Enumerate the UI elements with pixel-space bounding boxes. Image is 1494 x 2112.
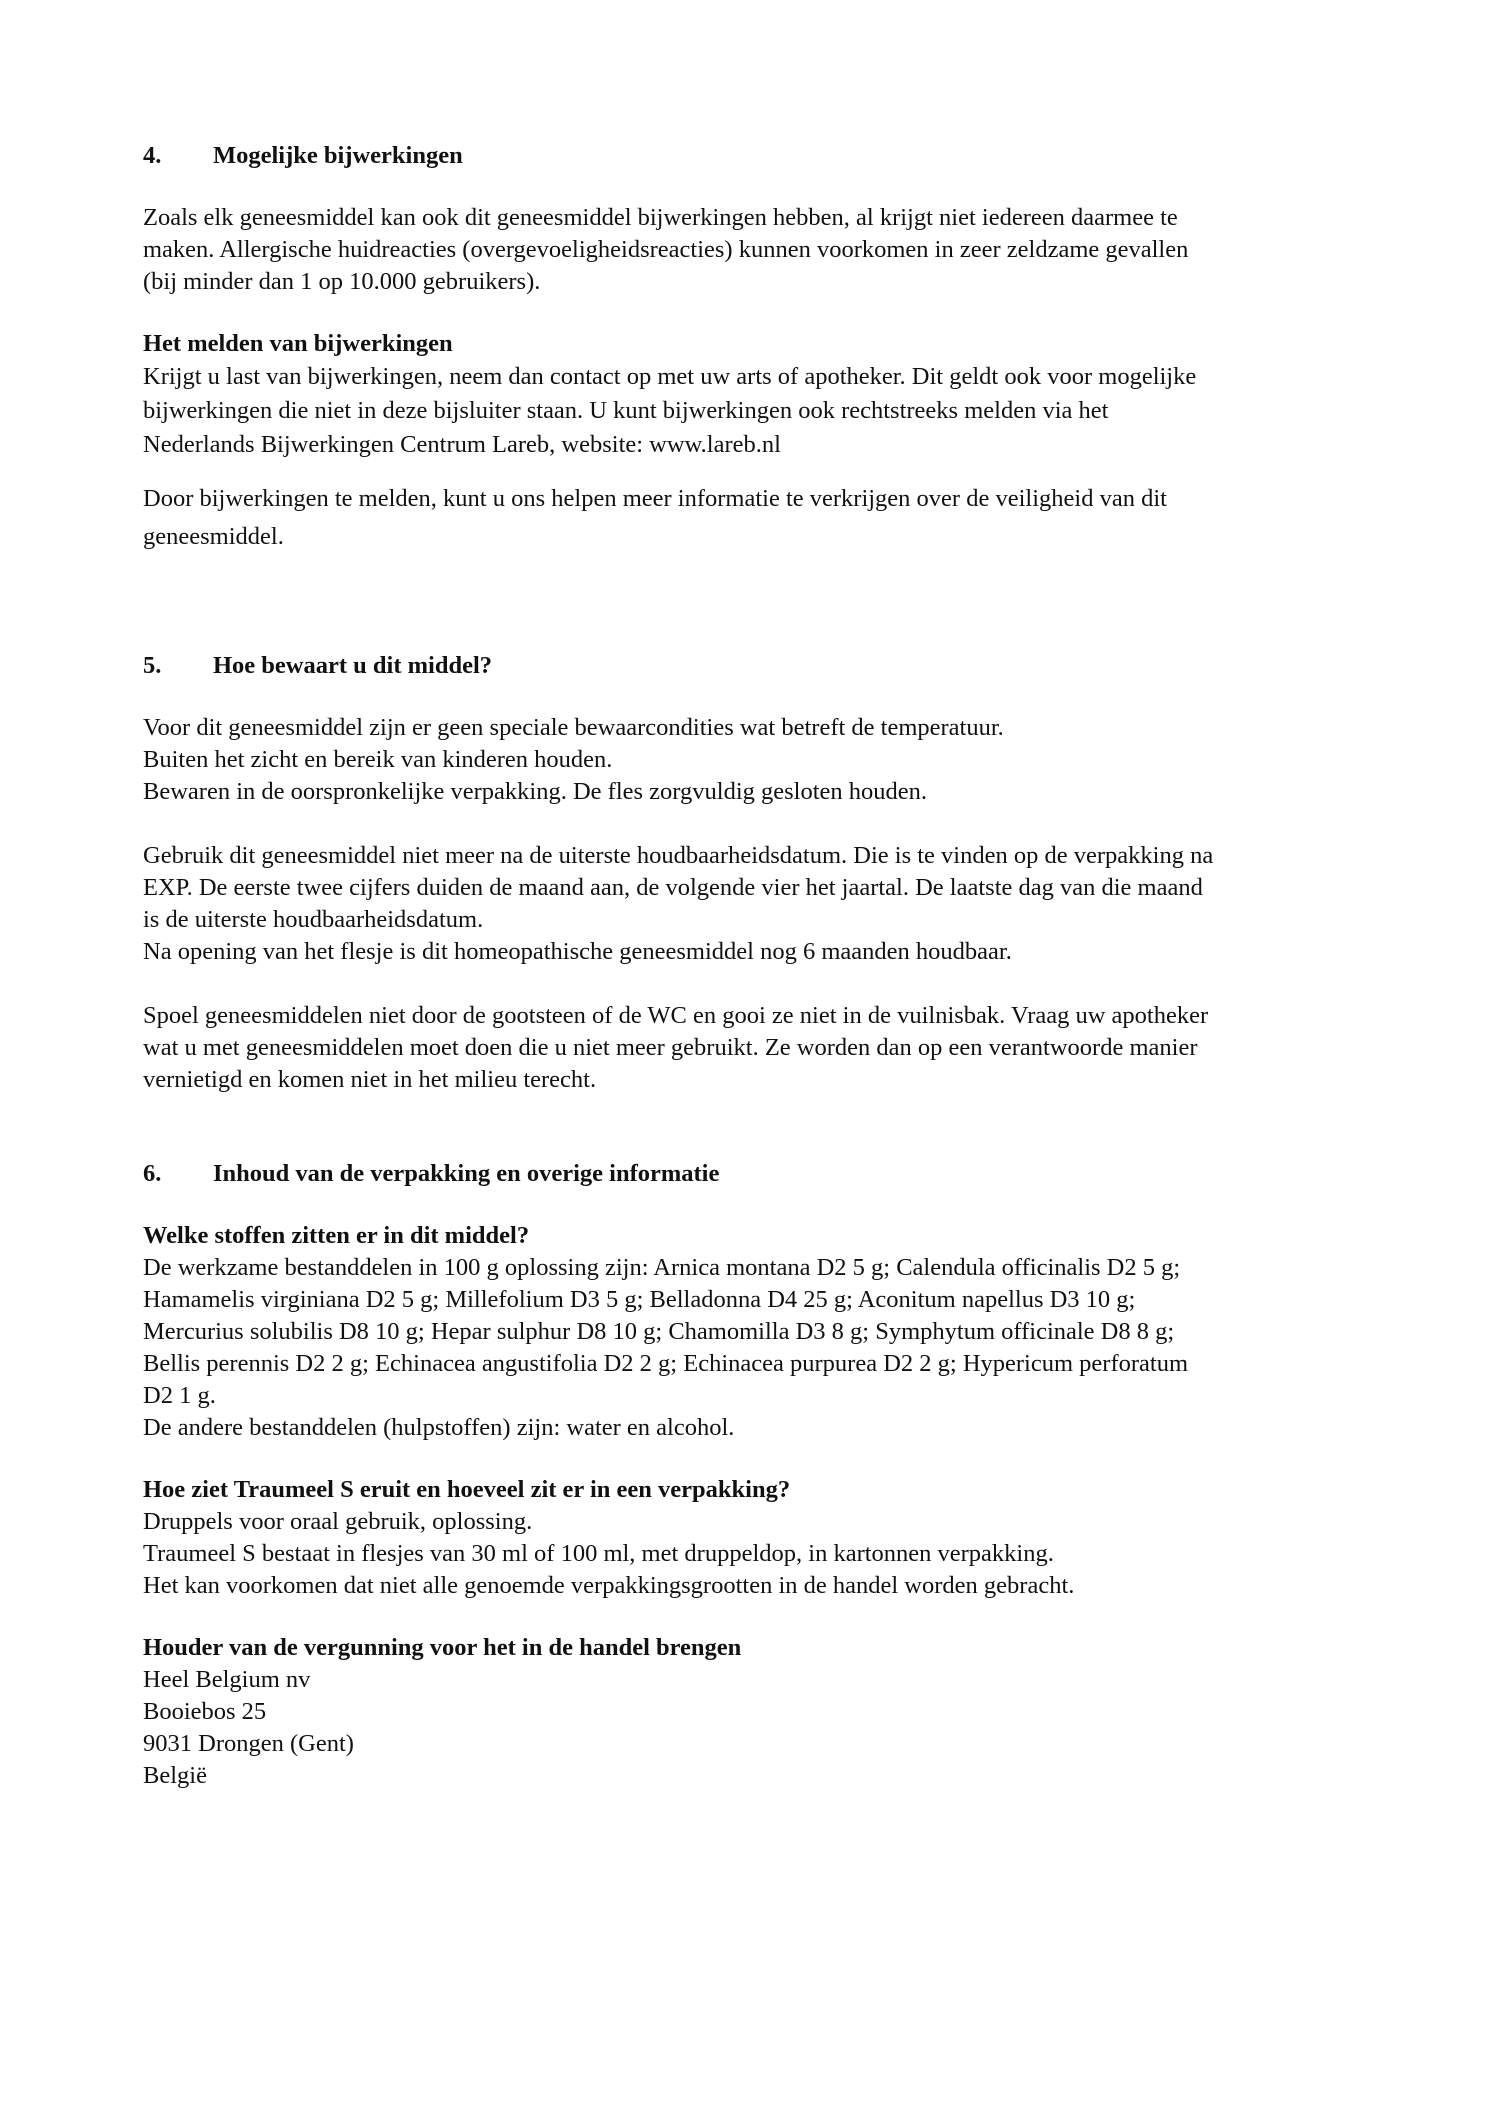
- text-line: Druppels voor oraal gebruik, oplossing.: [143, 1508, 533, 1535]
- text-line: Spoel geneesmiddelen niet door de gootsteen of de WC en gooi ze niet in de vuilnisbak. Vraag uw apotheker: [143, 1002, 1209, 1029]
- text-line: is de uiterste houdbaarheidsdatum.: [143, 906, 484, 933]
- text-line: Buiten het zicht en bereik van kinderen houden.: [143, 746, 613, 773]
- section-5-heading: [143, 650, 1373, 682]
- text-line: maken. Allergische huidreacties (overgevoeligheidsreacties) kunnen voorkomen in zeer zeldzame gevallen: [143, 236, 1189, 263]
- text-line: Voor dit geneesmiddel zijn er geen speciale bewaarcondities wat betreft de temperatuur.: [143, 714, 1004, 741]
- leaflet-page: [143, 140, 1373, 1792]
- text-line: EXP. De eerste twee cijfers duiden de maand aan, de volgende vier het jaartal. De laatste dag van die maand: [143, 874, 1203, 901]
- section-4-number: 4.: [143, 142, 162, 169]
- text-line: Na opening van het flesje is dit homeopathische geneesmiddel nog 6 maanden houdbaar.: [143, 938, 1012, 965]
- text-line: Mercurius solubilis D8 10 g; Hepar sulphur D8 10 g; Chamomilla D3 8 g; Symphytum officinale D8 8 g;: [143, 1318, 1175, 1345]
- appearance-text: [143, 1506, 1373, 1602]
- license-holder-address: [143, 1664, 1373, 1792]
- text-line: Traumeel S bestaat in flesjes van 30 ml of 100 ml, met druppeldop, in kartonnen verpakking.: [143, 1540, 1054, 1567]
- text-line: Hamamelis virginiana D2 5 g; Millefolium D3 5 g; Belladonna D4 25 g; Aconitum napellus D3 10 g;: [143, 1286, 1136, 1313]
- text-line: Het kan voorkomen dat niet alle genoemde verpakkingsgrootten in de handel worden gebracht.: [143, 1572, 1075, 1599]
- ingredients-heading: Welke stoffen zitten er in dit middel?: [143, 1222, 530, 1249]
- text-line: Bellis perennis D2 2 g; Echinacea angustifolia D2 2 g; Echinacea purpurea D2 2 g; Hypericum perforatum: [143, 1350, 1188, 1377]
- text-line: geneesmiddel.: [143, 523, 284, 550]
- report-side-effects-text: [143, 360, 1373, 462]
- side-effects-intro: [143, 202, 1373, 298]
- appearance-heading: Hoe ziet Traumeel S eruit en hoeveel zit er in een verpakking?: [143, 1476, 791, 1503]
- text-line: (bij minder dan 1 op 10.000 gebruikers).: [143, 268, 541, 295]
- section-6-title: Inhoud van de verpakking en overige informatie: [213, 1160, 720, 1187]
- text-line: Bewaren in de oorspronkelijke verpakking. De fles zorgvuldig gesloten houden.: [143, 778, 928, 805]
- text-line: D2 1 g.: [143, 1382, 216, 1409]
- text-line: wat u met geneesmiddelen moet doen die u niet meer gebruikt. Ze worden dan op een verantwoorde manier: [143, 1034, 1198, 1061]
- section-4-title: Mogelijke bijwerkingen: [213, 142, 463, 169]
- text-line: Krijgt u last van bijwerkingen, neem dan contact op met uw arts of apotheker. Dit geldt ook voor mogelijke: [143, 363, 1197, 390]
- license-holder-heading: Houder van de vergunning voor het in de handel brengen: [143, 1634, 742, 1661]
- ingredients-text: [143, 1252, 1373, 1444]
- text-line: Heel Belgium nv: [143, 1666, 311, 1693]
- disposal-text: [143, 1000, 1373, 1096]
- text-line: vernietigd en komen niet in het milieu terecht.: [143, 1066, 597, 1093]
- text-line: België: [143, 1762, 207, 1789]
- text-line: De werkzame bestanddelen in 100 g oplossing zijn: Arnica montana D2 5 g; Calendula officinalis D2 5 g;: [143, 1254, 1181, 1281]
- section-5-number: 5.: [143, 652, 162, 679]
- text-line: Door bijwerkingen te melden, kunt u ons helpen meer informatie te verkrijgen over de veiligheid van dit: [143, 485, 1167, 512]
- storage-text: [143, 712, 1373, 808]
- text-line: Zoals elk geneesmiddel kan ook dit geneesmiddel bijwerkingen hebben, al krijgt niet iedereen daarmee te: [143, 204, 1178, 231]
- report-side-effects-heading: Het melden van bijwerkingen: [143, 330, 453, 357]
- expiry-text: [143, 840, 1373, 968]
- report-help-text: [143, 480, 1373, 556]
- section-4-heading: [143, 140, 1373, 172]
- text-line: 9031 Drongen (Gent): [143, 1730, 354, 1757]
- text-line: Nederlands Bijwerkingen Centrum Lareb, website: www.lareb.nl: [143, 431, 781, 458]
- section-6-heading: [143, 1158, 1373, 1190]
- text-line: bijwerkingen die niet in deze bijsluiter staan. U kunt bijwerkingen ook rechtstreeks melden via het: [143, 397, 1109, 424]
- section-5-title: Hoe bewaart u dit middel?: [213, 652, 493, 679]
- text-line: Booiebos 25: [143, 1698, 267, 1725]
- section-6-number: 6.: [143, 1160, 162, 1187]
- text-line: De andere bestanddelen (hulpstoffen) zijn: water en alcohol.: [143, 1414, 735, 1441]
- text-line: Gebruik dit geneesmiddel niet meer na de uiterste houdbaarheidsdatum. Die is te vinden op de verpakking na: [143, 842, 1214, 869]
